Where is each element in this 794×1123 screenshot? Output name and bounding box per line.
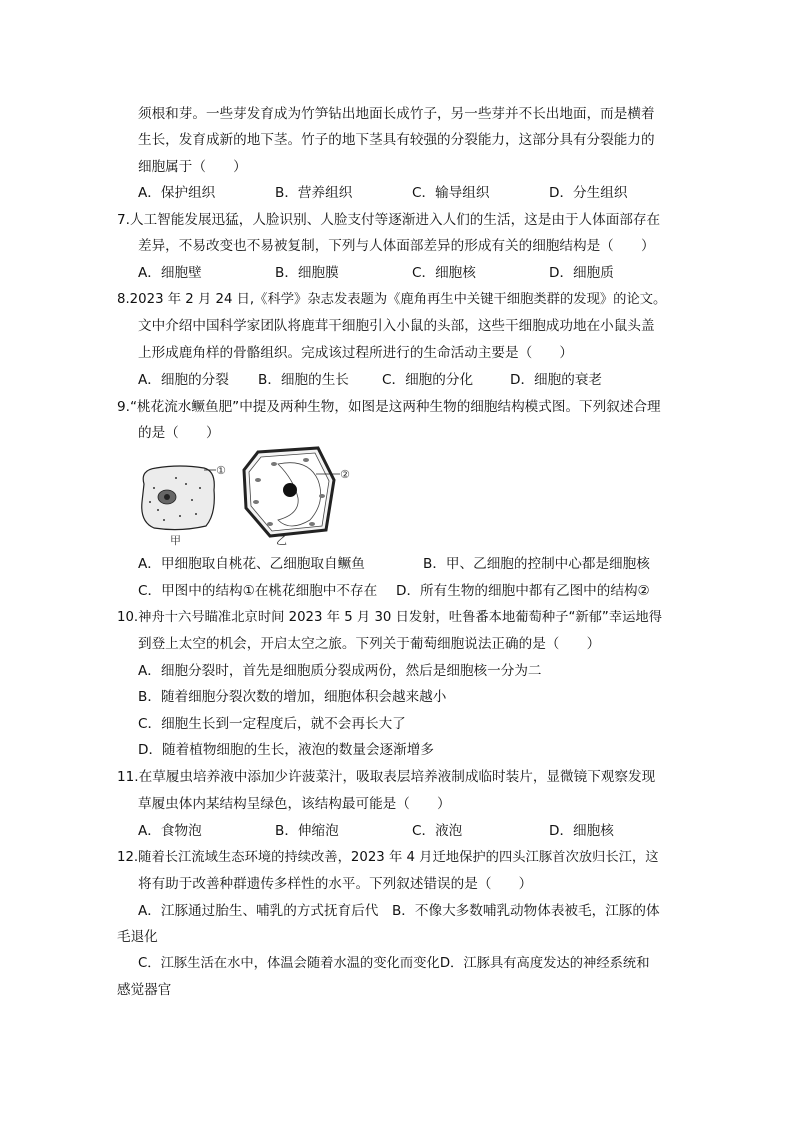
q10-line-1: 10.神舟十六号瞄准北京时间 2023 年 5 月 30 日发射，吐鲁番本地葡萄种子“新郁”幸运地得	[117, 610, 663, 625]
q9-line-1: 9.“桃花流水鳜鱼肥”中提及两种生物，如图是这两种生物的细胞结构模式图。下列叙述合理	[117, 399, 661, 415]
q8-option-b: B．细胞的生长	[258, 372, 349, 388]
q6-option-c: C．输导组织	[412, 185, 490, 201]
q7-option-b: B．细胞膜	[275, 265, 339, 281]
q11-line-1: 11.在草履虫培养液中添加少许菠菜汁，吸取表层培养液制成临时装片，显微镜下观察发现	[117, 769, 656, 785]
cell-a-outline	[142, 466, 215, 530]
q7-options	[138, 260, 678, 287]
q6-option-a: A．保护组织	[138, 185, 216, 201]
q12-options-line-2: 毛退化	[117, 929, 158, 945]
q11-option-d: D．细胞核	[549, 823, 614, 839]
q11-line-2: 草履虫体内某结构呈绿色，该结构最可能是（ ）	[138, 796, 451, 812]
q10-option-d: D．随着植物细胞的生长，液泡的数量会逐渐增多	[138, 742, 434, 758]
caption-jia: 甲	[170, 534, 181, 547]
q7-line-1: 7.人工智能发展迅猛，人脸识别、人脸支付等逐渐进入人们的生活，这是由于人体面部存在	[117, 212, 661, 228]
cell-b-nucleus	[283, 483, 297, 497]
q12-options-line-3: C．江豚生活在水中，体温会随着水温的变化而变化D．江豚具有高度发达的神经系统和	[138, 956, 650, 971]
q6-line-2: 生长，发育成新的地下茎。竹子的地下茎具有较强的分裂能力，这部分具有分裂能力的	[138, 132, 655, 148]
q9-options-row-1	[138, 551, 698, 578]
q10-option-b: B．随着细胞分裂次数的增加，细胞体积会越来越小	[138, 689, 447, 705]
q9-option-d: D．所有生物的细胞中都有乙图中的结构②	[396, 583, 650, 599]
q7-option-c: C．细胞核	[412, 265, 476, 281]
q11-option-b: B．伸缩泡	[275, 823, 339, 839]
q11-options	[138, 818, 678, 845]
q9-line-2: 的是（ ）	[138, 425, 220, 441]
q7-line-2: 差异，不易改变也不易被复制，下列与人体面部差异的形成有关的细胞结构是（ ）	[138, 238, 655, 254]
label-1: ①	[216, 464, 226, 477]
q6-options	[138, 180, 678, 207]
q8-option-d: D．细胞的衰老	[510, 372, 603, 388]
q9-options-row-2	[138, 578, 698, 605]
q7-option-d: D．细胞质	[549, 265, 614, 281]
q9-option-c: C．甲图中的结构①在桃花细胞中不存在	[138, 583, 378, 599]
q8-line-1: 8.2023 年 2 月 24 日,《科学》杂志发表题为《鹿角再生中关键干细胞类群的发现》的论文。	[117, 292, 667, 307]
q7-option-a: A．细胞壁	[138, 265, 202, 281]
q9-option-b: B．甲、乙细胞的控制中心都是细胞核	[423, 556, 650, 572]
q8-line-3: 上形成鹿角样的骨骼组织。完成该过程所进行的生命活动主要是（ ）	[138, 345, 573, 361]
q10-option-c: C．细胞生长到一定程度后，就不会再长大了	[138, 716, 406, 732]
q11-option-a: A．食物泡	[138, 823, 202, 839]
q6-line-1: 须根和芽。一些芽发育成为竹笋钻出地面长成竹子，另一些芽并不长出地面，而是横着	[138, 106, 655, 122]
q8-option-a: A．细胞的分裂	[138, 372, 229, 388]
q6-line-3: 细胞属于（ ）	[138, 159, 247, 175]
caption-yi: 乙	[276, 534, 287, 547]
q8-option-c: C．细胞的分化	[382, 372, 474, 388]
q6-option-b: B．营养组织	[275, 185, 353, 201]
q9-option-a: A．甲细胞取自桃花、乙细胞取自鳜鱼	[138, 556, 365, 572]
q10-option-a: A．细胞分裂时，首先是细胞质分裂成两份，然后是细胞核一分为二	[138, 663, 542, 679]
q12-options-line-1: A．江豚通过胎生、哺乳的方式抚育后代 B．不像大多数哺乳动物体表被毛，江豚的体	[138, 903, 660, 919]
q8-line-2: 文中介绍中国科学家团队将鹿茸干细胞引入小鼠的头部，这些干细胞成功地在小鼠头盖	[138, 318, 655, 334]
q12-options-line-4: 感觉器官	[117, 982, 172, 998]
cell-diagram	[130, 440, 370, 550]
q11-option-c: C．液泡	[412, 823, 463, 839]
q10-line-2: 到登上太空的机会，开启太空之旅。下列关于葡萄细胞说法正确的是（ ）	[138, 636, 601, 652]
q8-options	[138, 367, 678, 394]
q6-option-d: D．分生组织	[549, 185, 628, 201]
q12-line-2: 将有助于改善种群遗传多样性的水平。下列叙述错误的是（ ）	[138, 876, 533, 892]
q12-line-1: 12.随着长江流域生态环境的持续改善，2023 年 4 月迁地保护的四头江豚首次放归长江，这	[117, 850, 659, 865]
label-2: ②	[340, 468, 350, 481]
